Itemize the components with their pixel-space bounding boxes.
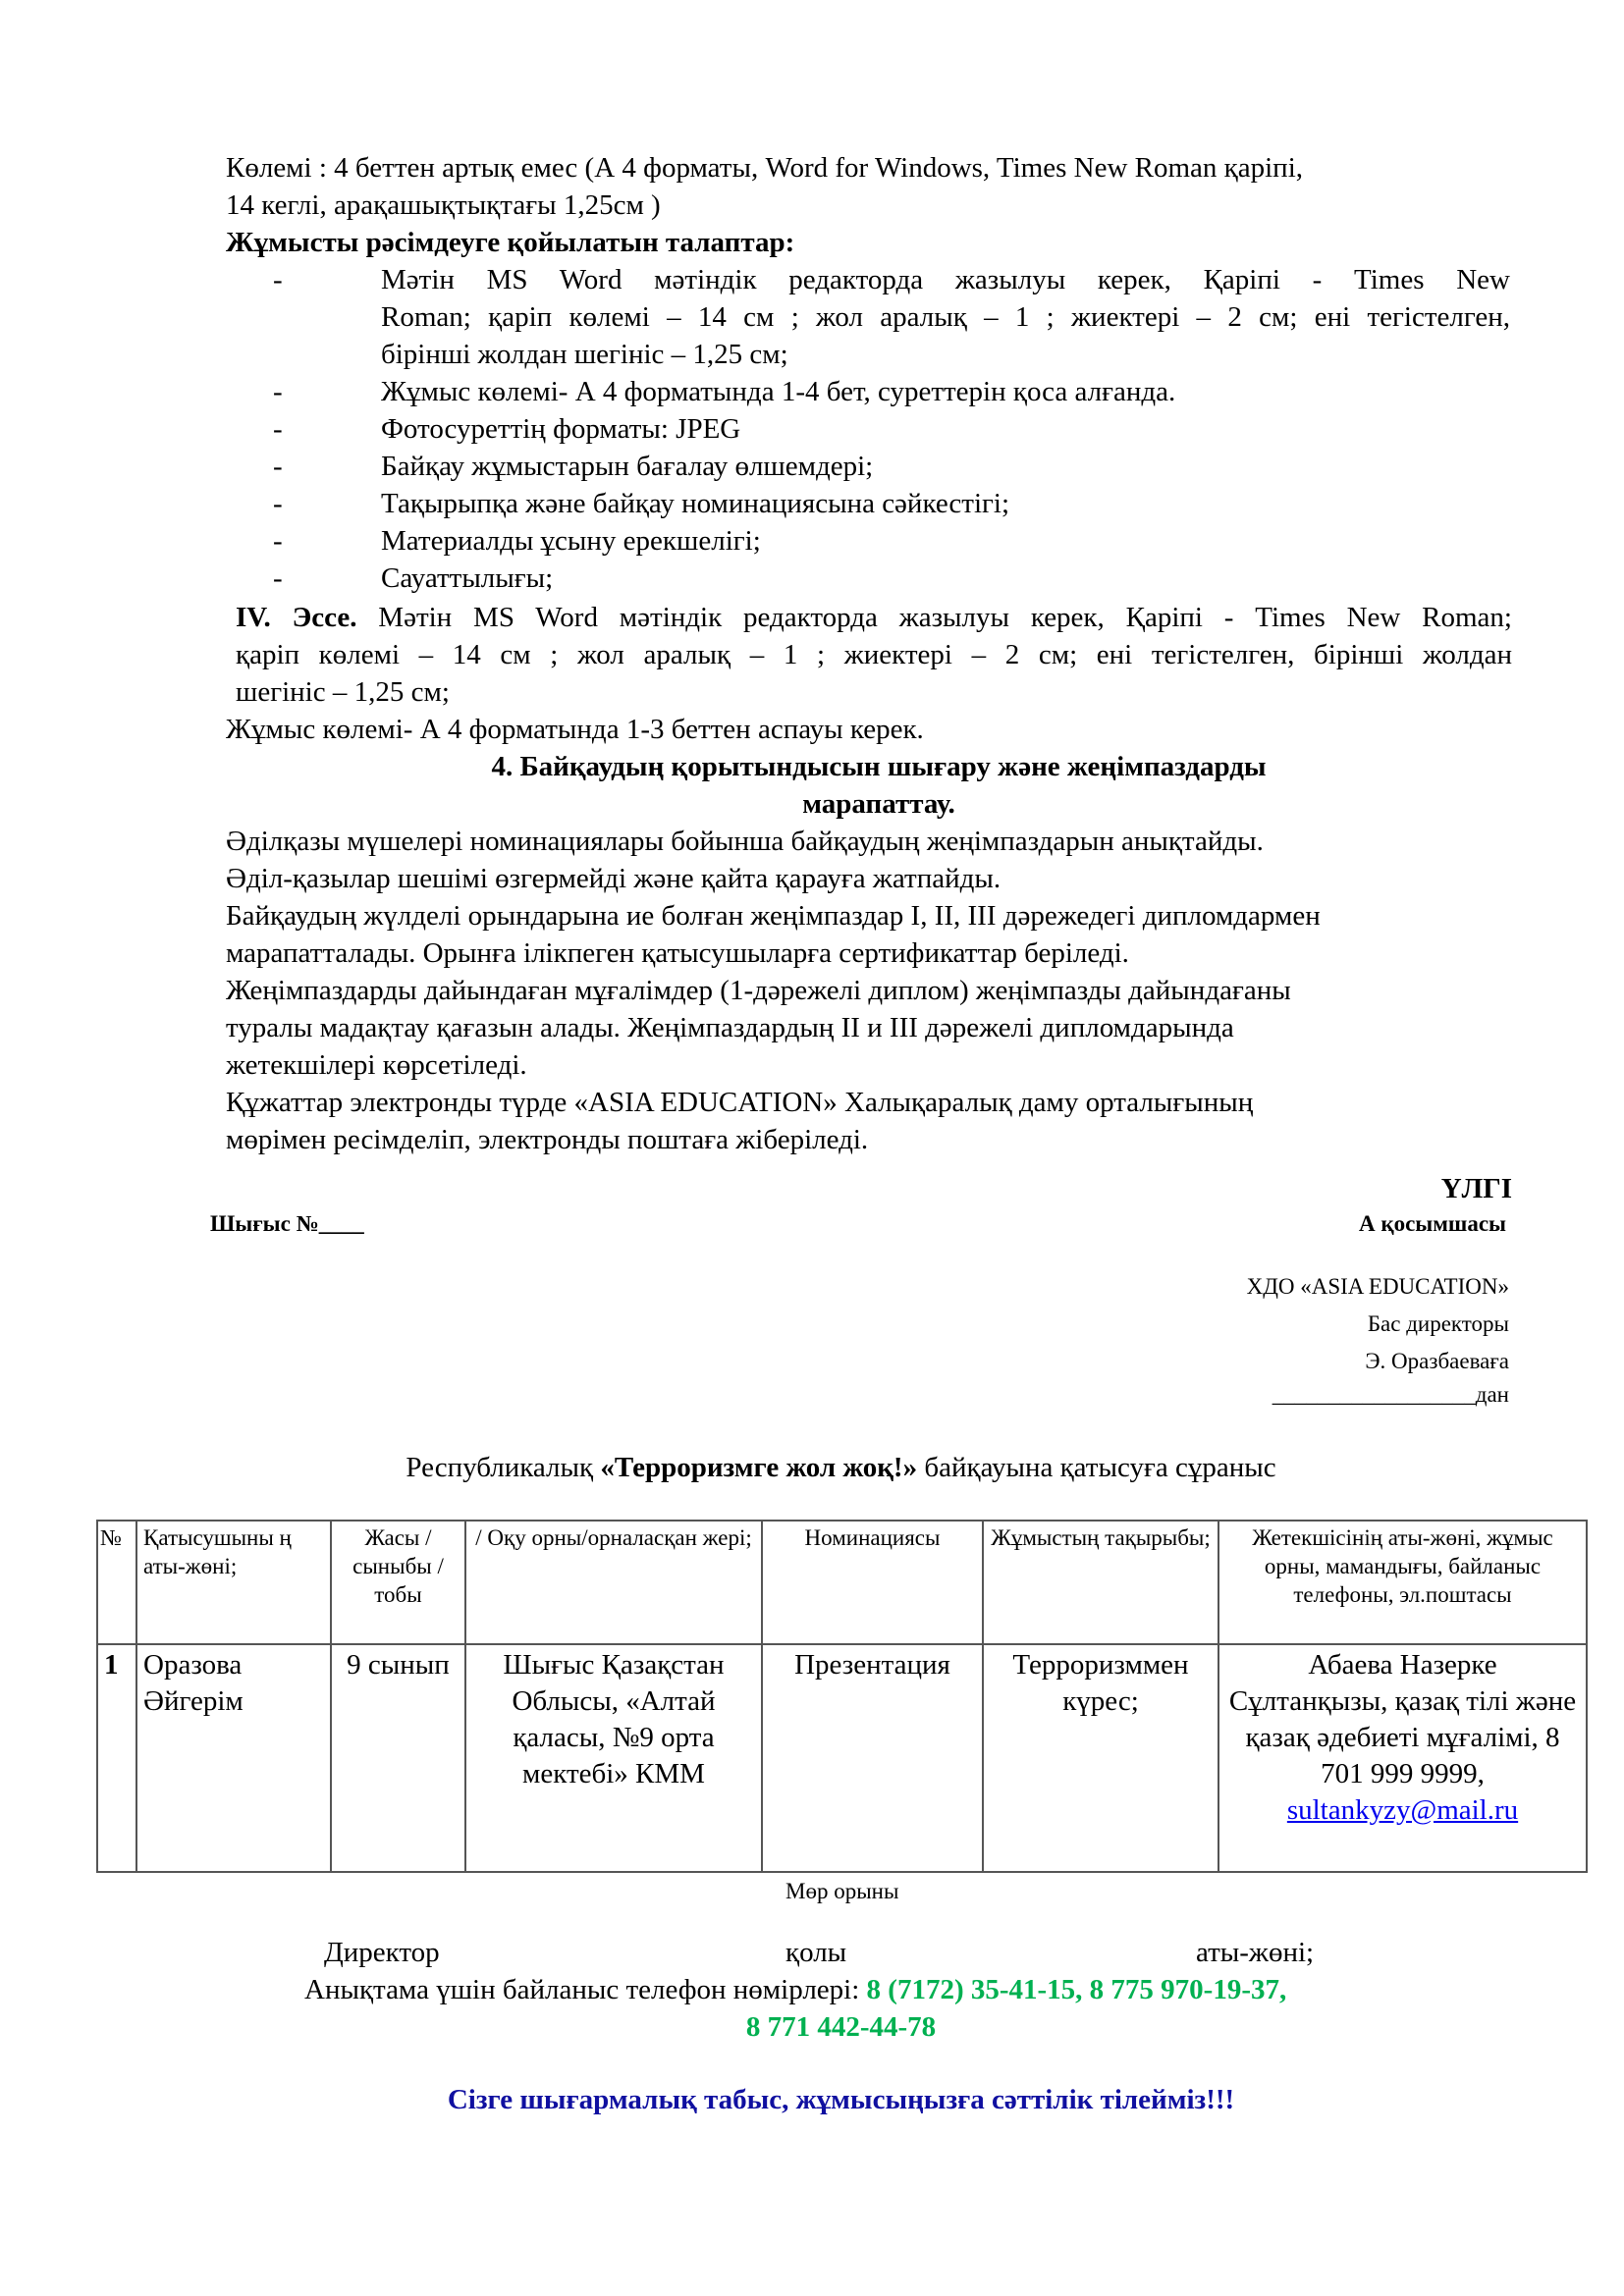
bullet-marker: - (273, 488, 283, 519)
header-age-grade: Жасы / сыныбы / тобы (331, 1521, 465, 1644)
sample-label: ҮЛГІ (1440, 1173, 1512, 1204)
section4-paragraph-line: мөрімен ресімделіп, электронды поштаға жіберіледі. (226, 1124, 869, 1155)
contact-phones-1: 8 (7172) 35-41-15, 8 775 970-19-37, (866, 1974, 1287, 2005)
section4-paragraph-line: Әділ-қазылар шешімі өзгермейді және қайта қарауға жатпайды. (226, 863, 1001, 894)
bullet-marker: - (273, 264, 283, 295)
stamp-place: Мөр орыны (785, 1879, 899, 1903)
application-title-suffix: байқауына қатысуға сұраныс (917, 1452, 1276, 1483)
director-label: Директор (324, 1937, 440, 1968)
application-table (96, 1520, 1588, 1873)
requirements-heading: Жұмысты рәсімдеуге қойылатын талаптар: (226, 227, 795, 258)
section4-paragraph-line: жетекшілері көрсетіледі. (226, 1049, 527, 1081)
requirement-line: бірінші жолдан шегініс – 1,25 см; (381, 339, 788, 370)
section4-paragraph-line: Байқаудың жүлделі орындарына ие болған жеңімпаздар I, II, III дәрежедегі дипломдармен (226, 900, 1321, 932)
cell-participant-name: Оразова Әйгерім (136, 1644, 331, 1872)
essay-paragraph (236, 599, 1512, 711)
cell-school: Шығыс Қазақстан Облысы, «Алтай қаласы, №9 орта мектебі» КММ (465, 1644, 762, 1872)
requirement-item: Фотосуреттің форматы: JPEG (381, 413, 741, 445)
addressee-name: Э. Оразбаеваға (1365, 1349, 1509, 1373)
requirement-item: Материалды ұсыну ерекшелігі; (381, 525, 761, 557)
section4-paragraph-line: туралы мадақтау қағазын алады. Жеңімпаздардың II и III дәрежелі дипломдарында (226, 1012, 1234, 1043)
essay-volume: Жұмыс көлемі- А 4 форматында 1-3 беттен аспауы керек. (226, 714, 924, 745)
supervisor-email-link[interactable]: sultankyzy@mail.ru (1286, 1794, 1519, 1826)
table-header-row (97, 1521, 1587, 1644)
application-title (96, 1449, 1586, 1486)
header-nomination: Номинациясы (762, 1521, 983, 1644)
bullet-marker: - (273, 562, 283, 594)
cell-grade: 9 сынып (331, 1644, 465, 1872)
section4-paragraph-line: Әділқазы мүшелері номинациялары бойынша байқаудың жеңімпаздарын анықтайды. (226, 826, 1264, 857)
header-number: № (97, 1521, 136, 1644)
volume-line-2: 14 кеглі, арақашықтықтағы 1,25см ) (226, 189, 661, 221)
closing-wish: Сізге шығармалық табыс, жұмысыңызға сәттілік тілейміз!!! (447, 2084, 1235, 2115)
section4-paragraph-line: марапатталады. Орынға ілікпеген қатысушыларға сертификаттар беріледі. (226, 937, 1129, 969)
essay-line-2: қаріп көлемі – 14 см ; жол аралық – 1 ; жиектері – 2 см; ені тегістелген, бірінші жолдан (236, 639, 1512, 670)
requirement-item (381, 261, 1510, 373)
section4-paragraph-line: Құжаттар электронды түрде «ASIA EDUCATION» Халықаралық даму орталығының (226, 1087, 1254, 1118)
cell-topic: Терроризммен күрес; (983, 1644, 1218, 1872)
addressee-org: ХДО «ASIA EDUCATION» (1246, 1274, 1509, 1299)
outgoing-number: Шығыс №____ (210, 1211, 364, 1236)
section4-paragraph-line: Жеңімпаздарды дайындаған мұғалімдер (1-дәрежелі диплом) жеңімпазды дайындағаны (226, 975, 1291, 1006)
signature-label: қолы (785, 1937, 847, 1968)
requirement-item: Жұмыс көлемі- А 4 форматында 1-4 бет, суреттерін қоса алғанда. (381, 376, 1176, 407)
essay-line-3: шегініс – 1,25 см; (236, 676, 450, 708)
essay-label: IV. Эссе. (236, 602, 357, 633)
bullet-marker: - (273, 451, 283, 482)
cell-nomination: Презентация (762, 1644, 983, 1872)
application-title-prefix: Республикалық (406, 1452, 601, 1483)
section4-heading-line-1: 4. Байқаудың қорытындысын шығару және жеңімпаздарды (491, 751, 1267, 782)
header-school-location: / Оқу орны/орналасқан жері; (465, 1521, 762, 1644)
volume-line-1: Көлемі : 4 беттен артық емес (А 4 форматы, Word for Windows, Times New Roman қаріпі, (226, 152, 1304, 184)
essay-line-1: Мәтін MS Word мәтіндік редакторда жазылуы керек, Қаріпі - Times New Roman; (356, 602, 1512, 633)
sender-line: __________________дан (1272, 1382, 1509, 1407)
header-supervisor: Жетекшісінің аты-жөні, жұмыс орны, мамандығы, байланыс телефоны, эл.поштасы (1218, 1521, 1587, 1644)
requirement-line: Мәтін MS Word мәтіндік редакторда жазылуы керек, Қаріпі - Times New (381, 264, 1510, 295)
requirement-item: Байқау жұмыстарын бағалау өлшемдері; (381, 451, 874, 482)
bullet-marker: - (273, 376, 283, 407)
requirement-line: Roman; қаріп көлемі – 14 см ; жол аралық – 1 ; жиектері – 2 см; ені тегістелген, (381, 301, 1510, 333)
name-label: аты-жөні; (1196, 1937, 1315, 1968)
contact-phones-line-1 (304, 1971, 1286, 2008)
requirement-item: Тақырыпқа және байқау номинациясына сәйкестігі; (381, 488, 1010, 519)
header-participant-name: Қатысушыны ң аты-жөні; (136, 1521, 331, 1644)
requirement-item: Сауаттылығы; (381, 562, 554, 594)
contest-name: «Терроризмге жол жоқ!» (600, 1452, 918, 1483)
cell-supervisor (1218, 1644, 1587, 1872)
contact-phones-2: 8 771 442-44-78 (745, 2011, 937, 2043)
bullet-marker: - (273, 413, 283, 445)
bullet-marker: - (273, 525, 283, 557)
header-work-topic: Жұмыстың тақырыбы; (983, 1521, 1218, 1644)
addressee-title: Бас директоры (1367, 1311, 1509, 1336)
contact-label: Анықтама үшін байланыс телефон нөмірлері: (304, 1974, 867, 2005)
appendix-label: А қосымшасы (1358, 1211, 1506, 1236)
cell-number: 1 (97, 1644, 136, 1872)
table-row (97, 1644, 1587, 1872)
section4-heading-line-2: марапаттау. (802, 788, 955, 820)
supervisor-details: Абаева Назерке Сұлтанқызы, қазақ тілі және қазақ әдебиеті мұғалімі, 8 701 999 9999, (1228, 1649, 1577, 1789)
